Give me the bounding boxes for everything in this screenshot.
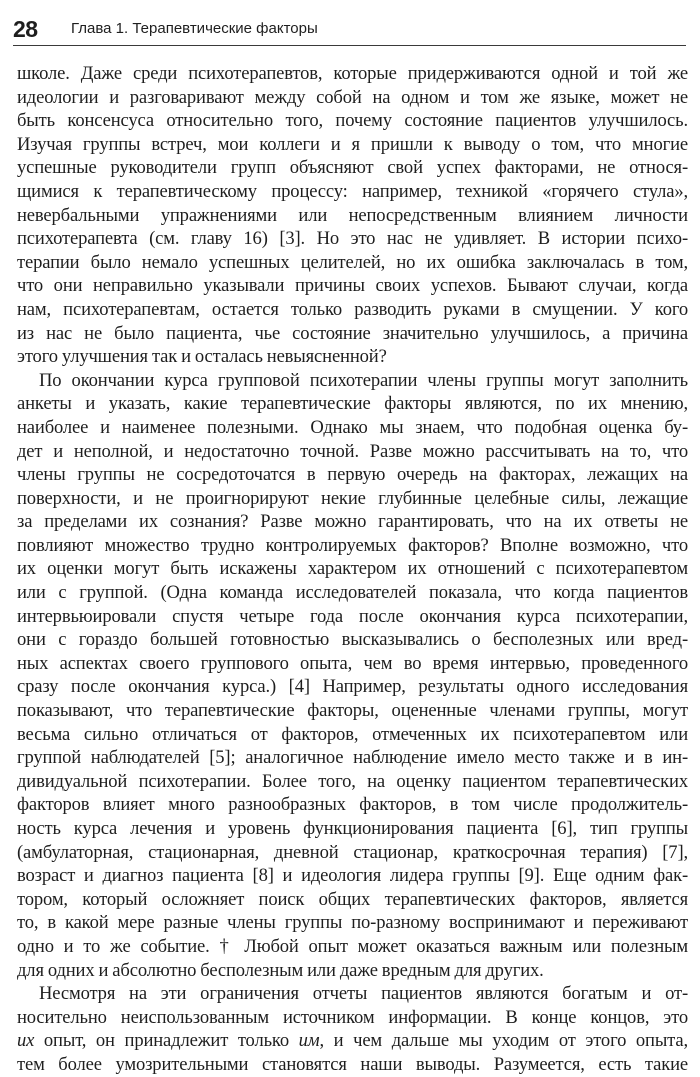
text-line: Несмотря на эти ограничения отчеты пациентов являются богатым и от- [39,983,688,1005]
text-line: за пределами их сознания? Разве можно гарантировать, что на их ответы не [17,511,688,533]
text-line: интервьюировали спустя четыре года после окончания курса психотерапии, [17,605,688,627]
text-line: ных аспектах своего группового опыта, чем во время интервью, проведенного [17,652,688,674]
text-line: члены группы не сосредоточатся в первую очередь на факторах, лежащих на [17,464,688,486]
text-line: дивидуальной психотерапии. Более того, на оценку пациентом терапевтических [17,770,688,792]
text-line: тором, который осложняет поиск общих терапевтических факторов, является [17,888,688,910]
text-line: невербальными упражнениями или непосредственным влиянием личности [17,204,688,226]
text-line: возраст и диагноз пациента [8] и идеология лидера группы [9]. Еще одним фак- [17,865,688,887]
text-line: или с группой. (Одна команда исследователей показала, что когда пациентов [17,582,688,604]
text-line: весьма сильно отличаться от факторов, отмеченных их психотерапевтом или [17,723,688,745]
text-line: что они неправильно указывали причины своих успехов. Бывают случаи, когда [17,275,688,297]
text-line: этого улучшения так и осталась невыясненной? [17,346,387,368]
text-line: тем более умозрительными становятся наши выводы. Разумеется, есть такие [17,1053,688,1075]
text-line: успешные руководители групп объясняют свой успех факторами, не относя- [17,157,688,179]
text-line: дет и неполной, и недостаточно точной. Разве можно рассчитывать на то, что [17,440,688,462]
page-number: 28 [13,16,38,42]
text-line: наиболее и наименее полезными. Однако мы знаем, что подобная оценка бу- [17,416,688,438]
text-line: повлияют множество трудно контролируемых факторов? Вполне возможно, что [17,534,688,556]
text-line: из нас не было пациента, чье состояние значительно улучшилось, а причина [17,322,688,344]
running-head: Глава 1. Терапевтические факторы [71,20,318,37]
text-line: психотерапевта (см. главу 16) [3]. Но это нас не удивляет. В истории психо- [17,228,688,250]
text-line: сразу после окончания курса.) [4] Например, результаты одного исследования [17,676,688,698]
text-line: их оценки могут быть искажены характером их отношений с психотерапевтом [17,558,688,580]
text-line: анкеты и указать, какие терапевтические факторы являются, по их мнению, [17,393,688,415]
text-line: По окончании курса групповой психотерапии члены группы могут заполнить [39,369,688,391]
text-line: (амбулаторная, стационарная, дневной стационар, краткосрочная терапия) [7], [17,841,688,863]
text-line: терапии было немало успешных целителей, но их ошибка заключалась в том, [17,251,688,273]
text-line: они с гораздо большей готовностью высказывались о бесполезных или вред- [17,629,688,651]
page-header [13,9,686,46]
body-text [17,62,688,1077]
text-line: Изучая группы встреч, мои коллеги и я пришли к выводу о том, что многие [17,133,688,155]
text-line: факторов влияет много разнообразных факторов, в том числе продолжитель- [17,794,688,816]
text-line: школе. Даже среди психотерапевтов, которые придерживаются одной и той же [17,63,688,84]
text-line: носительно неиспользованным источником информации. В конце концов, это [17,1006,688,1028]
text-line: ность курса лечения и уровень функционирования пациента [6], тип группы [17,818,688,839]
text-line: показывают, что терапевтические факторы, оцененные членами группы, могут [17,700,688,722]
text-line: для одних и абсолютно бесполезным или даже вредным для других. [17,959,544,981]
text-line: то, в какой мере разные члены группы по-разному воспринимают и переживают [17,912,688,934]
text-line: одно и то же событие. † Любой опыт может оказаться важным или полезным [17,935,688,957]
text-line: идеологии и разговаривают между собой на одном и том же языке, может не [17,86,688,108]
text-line: щимися к терапевтическому процессу: например, техникой «горячего стула», [17,180,688,202]
text-line: нам, психотерапевтам, остается только разводить руками в смущении. У кого [17,298,688,320]
text-line: быть консенсуса относительно того, почему состояние пациентов улучшилось. [17,110,688,132]
text-line: их опыт, он принадлежит только им, и чем дальше мы уходим от этого опыта, [17,1030,688,1052]
text-line: поверхности, и не проигнорируют некие глубинные целебные силы, лежащие [17,487,688,509]
text-line: группой наблюдателей [5]; аналогичное наблюдение имело место также и в ин- [17,747,688,769]
